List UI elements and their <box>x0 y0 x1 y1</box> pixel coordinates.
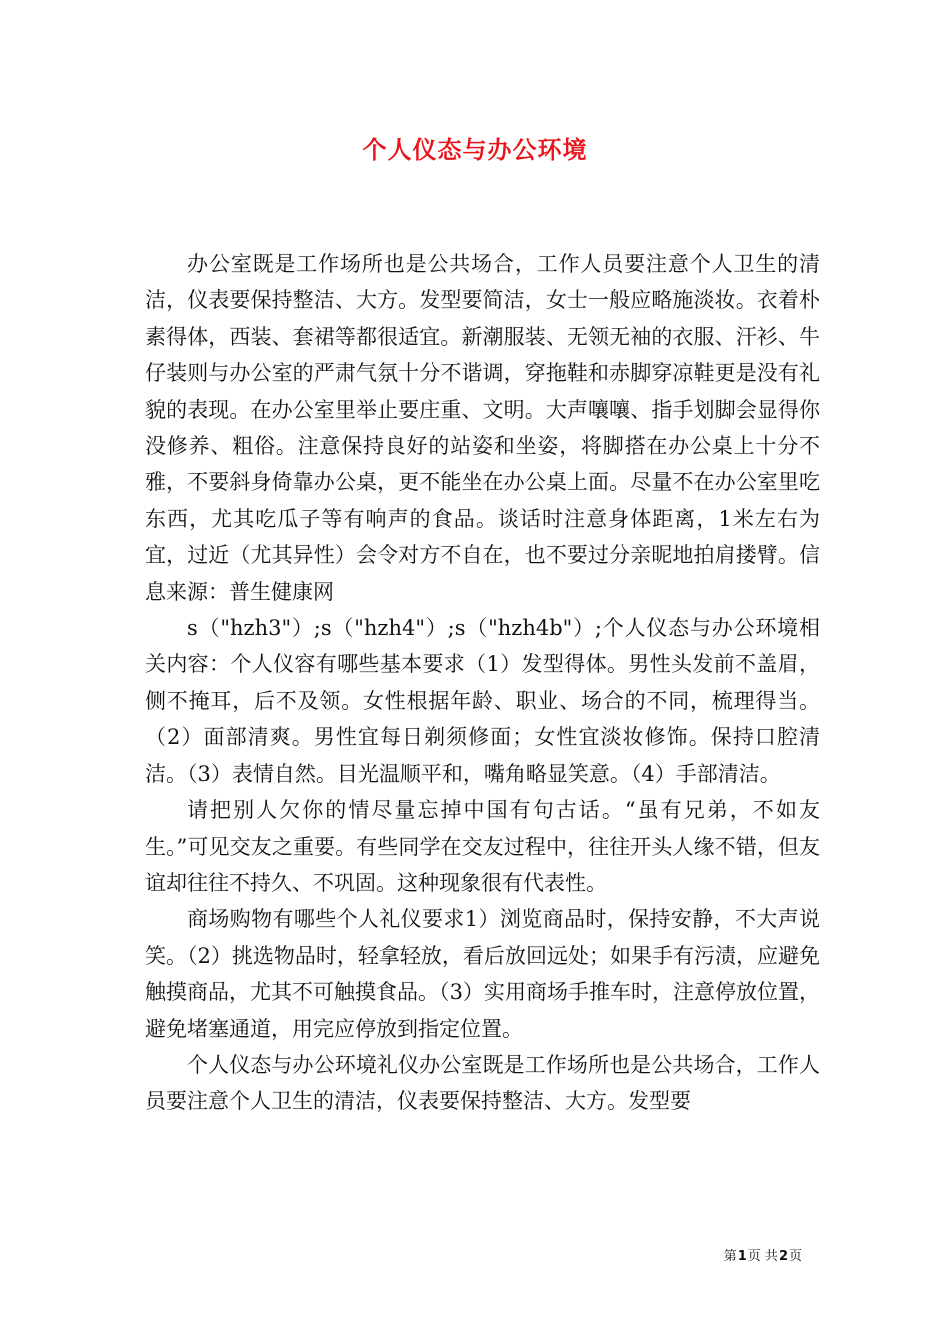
paragraph: 商场购物有哪些个人礼仪要求1）浏览商品时，保持安静，不大声说笑。（2）挑选物品时，轻拿轻放，看后放回远处；如果手有污渍，应避免触摸商品，尤其不可触摸食品。（3）实用商场手推车时，注意停放位置，避免堵塞通道，用完应停放到指定位置。 <box>145 907 820 1041</box>
footer-suffix: 页 <box>788 1249 802 1264</box>
footer-middle: 页 共 <box>747 1249 778 1264</box>
footer-prefix: 第 <box>723 1249 737 1264</box>
document-title: 个人仪态与办公环境 <box>362 135 588 164</box>
current-page-number: 1 <box>737 1249 747 1264</box>
paragraph: 个人仪态与办公环境礼仪办公室既是工作场所也是公共场合，工作人员要注意个人卫生的清洁，仪表要保持整洁、大方。发型要 <box>145 1052 820 1114</box>
paragraph: 办公室既是工作场所也是公共场合，工作人员要注意个人卫生的清洁，仪表要保持整洁、大方。发型要简洁，女士一般应略施淡妆。衣着朴素得体，西装、套裙等都很适宜。新潮服装、无领无袖的衣服、汗衫、牛仔装则与办公室的严肃气氛十分不谐调，穿拖鞋和赤脚穿凉鞋更是没有礼貌的表现。在办公室里举止要庄重、文明。大声嚷嚷、指手划脚会显得你没修养、粗俗。注意保持良好的站姿和坐姿，将脚搭在办公桌上十分不雅，不要斜身倚靠办公桌，更不能坐在办公桌上面。尽量不在办公室里吃东西，尤其吃瓜子等有响声的食品。谈话时注意身体距离，1米左右为宜，过近（尤其异性）会令对方不自在，也不要过分亲昵地拍肩搂臂。信息来源：普生健康网 <box>145 252 820 604</box>
page-number-footer <box>724 1247 802 1267</box>
total-page-count: 2 <box>778 1249 788 1264</box>
paragraph: 请把别人欠你的情尽量忘掉中国有句古话。“虽有兄弟，不如友生。”可见交友之重要。有些同学在交友过程中，往往开头人缘不错，但友谊却往往不持久、不巩固。这种现象很有代表性。 <box>145 798 820 895</box>
paragraph: s（"hzh3"）;s（"hzh4"）;s（"hzh4b"）;个人仪态与办公环境相关内容：个人仪容有哪些基本要求（1）发型得体。男性头发前不盖眉，侧不掩耳，后不及领。女性根据年龄、职业、场合的不同，梳理得当。（2）面部清爽。男性宜每日剃须修面；女性宜淡妆修饰。保持口腔清洁。（3）表情自然。目光温顺平和，嘴角略显笑意。（4）手部清洁。 <box>145 616 820 786</box>
document-body <box>145 246 820 1120</box>
